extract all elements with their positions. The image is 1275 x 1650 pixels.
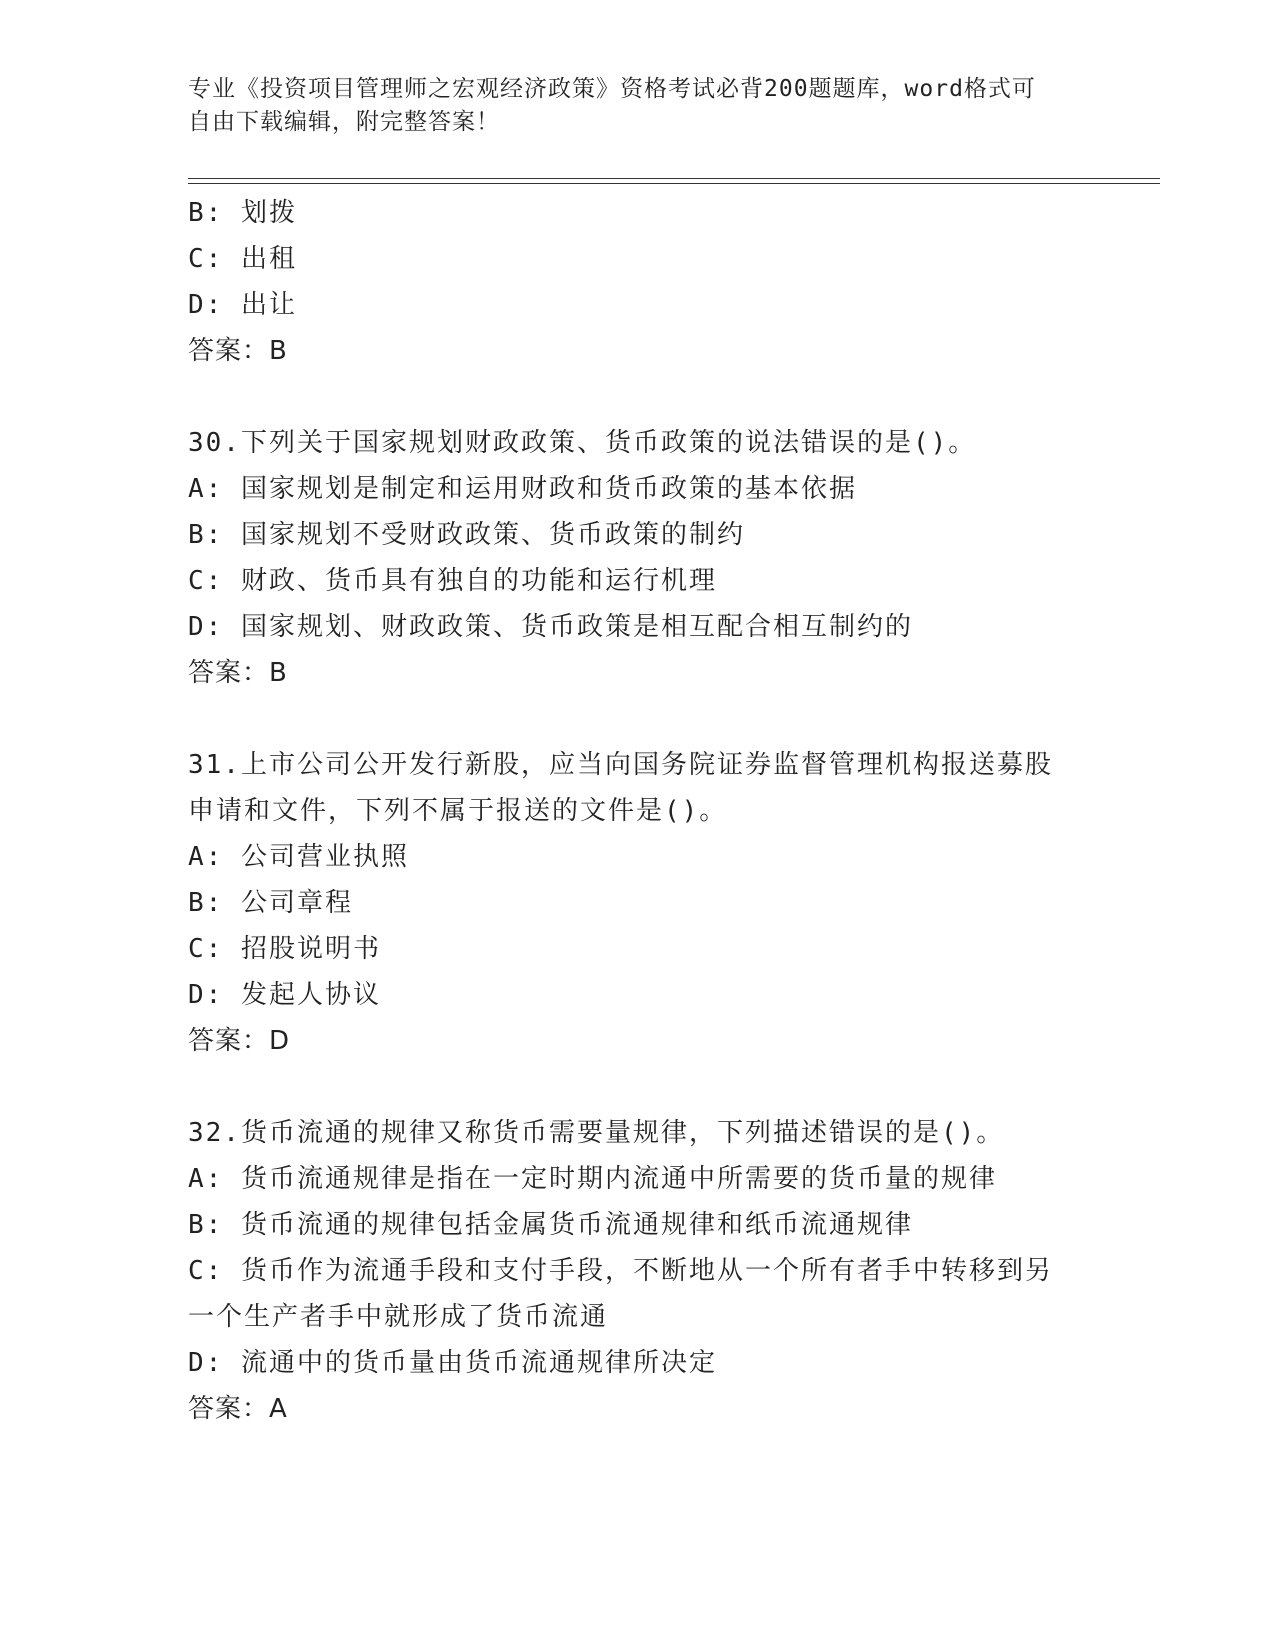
option-c-line-2: 一个生产者手中就形成了货币流通 [188,1302,609,1332]
option-b: B: 国家规划不受财政政策、货币政策的制约 [188,520,745,550]
question-spacer [188,374,1088,420]
option-b: B: 公司章程 [188,888,353,918]
answer-line: 答案：B [188,658,288,688]
document-header [188,73,1068,139]
question-spacer [188,1064,1088,1110]
question-31 [188,742,1088,1064]
question-list [188,190,1088,1432]
question-spacer [188,696,1088,742]
option-d: D: 发起人协议 [188,980,381,1010]
header-title-line-2: 自由下载编辑，附完整答案！ [188,109,500,135]
question-text: 30.下列关于国家规划财政政策、货币政策的说法错误的是()。 [188,428,977,458]
option-c: C: 招股说明书 [188,934,381,964]
question-32 [188,1110,1088,1432]
answer-line: 答案：D [188,1026,291,1056]
option-d: D: 流通中的货币量由货币流通规律所决定 [188,1348,717,1378]
option-a: A: 货币流通规律是指在一定时期内流通中所需要的货币量的规律 [188,1164,997,1194]
option-a: A: 国家规划是制定和运用财政和货币政策的基本依据 [188,474,857,504]
answer-line: 答案：A [188,1394,288,1424]
option-a: A: 公司营业执照 [188,842,409,872]
question-29-partial [188,190,1088,374]
question-text-line-1: 31.上市公司公开发行新股，应当向国务院证券监督管理机构报送募股 [188,750,1053,780]
header-divider [188,178,1160,184]
question-text: 32.货币流通的规律又称货币需要量规律，下列描述错误的是()。 [188,1118,1005,1148]
option-c: C: 出租 [188,244,297,274]
question-text-line-2: 申请和文件，下列不属于报送的文件是()。 [188,796,728,826]
option-c: C: 财政、货币具有独自的功能和运行机理 [188,566,717,596]
option-d: D: 出让 [188,290,297,320]
header-title-line-1: 专业《投资项目管理师之宏观经济政策》资格考试必背200题题库，word格式可 [188,76,1036,102]
option-b: B: 划拨 [188,198,297,228]
option-b: B: 货币流通的规律包括金属货币流通规律和纸币流通规律 [188,1210,913,1240]
option-d: D: 国家规划、财政政策、货币政策是相互配合相互制约的 [188,612,913,642]
question-30 [188,420,1088,696]
answer-line: 答案：B [188,336,288,366]
option-c-line-1: C: 货币作为流通手段和支付手段，不断地从一个所有者手中转移到另 [188,1256,1053,1286]
